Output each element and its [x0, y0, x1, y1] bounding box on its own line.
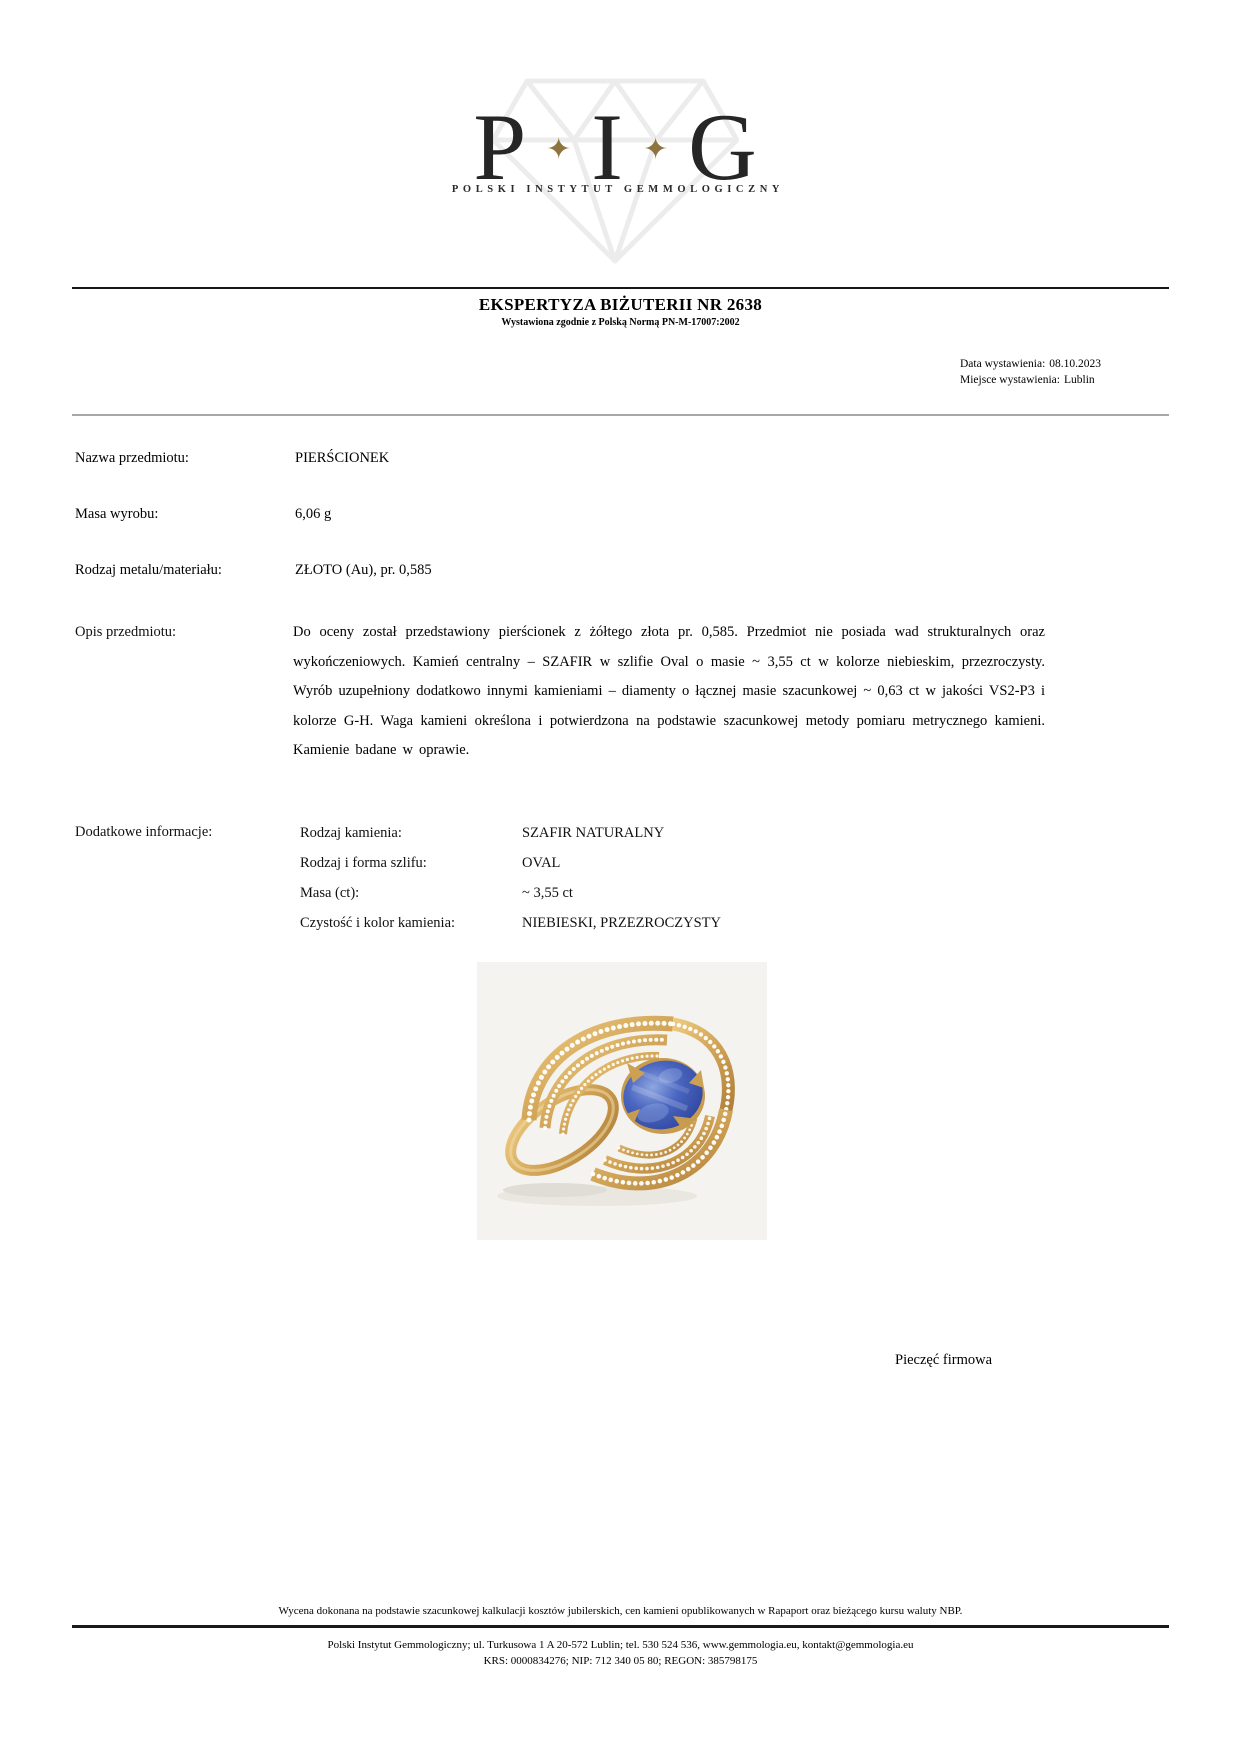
logo-letter: G [688, 94, 757, 200]
document-subtitle: Wystawiona zgodnie z Polską Normą PN-M-17007:2002 [501, 317, 740, 328]
additional-row-value: ~ 3,55 ct [522, 885, 573, 901]
additional-row-clarity-color [300, 912, 721, 942]
ring-photo [477, 962, 767, 1240]
issue-info [960, 356, 1101, 388]
issue-date-value: 08.10.2023 [1049, 358, 1102, 370]
star-icon: ✦ [546, 132, 572, 166]
additional-row-value: OVAL [522, 855, 561, 871]
footer-registry-line: KRS: 0000834276; NIP: 712 340 05 80; REGON: 385798175 [483, 1655, 758, 1667]
footer-contact [72, 1637, 1169, 1669]
additional-row-label: Rodzaj i forma szlifu: [300, 855, 427, 871]
additional-row-label: Masa (ct): [300, 885, 360, 901]
logo-letter: I [591, 94, 623, 200]
issue-place-label: Miejsce wystawienia: [960, 374, 1060, 386]
divider-second [72, 414, 1169, 416]
additional-row-value: NIEBIESKI, PRZEZROCZYSTY [522, 915, 721, 931]
issue-place [960, 372, 1101, 388]
divider-top [72, 287, 1169, 289]
ring-illustration [477, 962, 767, 1240]
additional-row-carat [300, 882, 721, 912]
footer-contact-line: Polski Instytut Gemmologiczny; ul. Turkusowa 1 A 20-572 Lublin; tel. 530 524 536, www.gemmologia.eu, kontakt@gemmologia.eu [327, 1639, 914, 1651]
star-icon: ✦ [642, 132, 669, 166]
additional-info-label: Dodatkowe informacje: [75, 824, 213, 840]
document-title: EKSPERTYZA BIŻUTERII NR 2638 [478, 295, 763, 314]
additional-row-stone-type [300, 822, 721, 852]
additional-row-cut [300, 852, 721, 882]
issue-date [960, 356, 1101, 372]
additional-row-label: Czystość i kolor kamienia: [300, 915, 456, 931]
logo-letter: P [473, 94, 527, 200]
additional-info-table [300, 822, 721, 942]
field-value: PIERŚCIONEK [295, 450, 390, 466]
field-value: 6,06 g [295, 506, 332, 522]
field-label: Masa wyrobu: [75, 506, 159, 522]
issue-place-value: Lublin [1063, 374, 1095, 386]
field-label: Nazwa przedmiotu: [75, 450, 189, 466]
stamp-label: Pieczęć firmowa [895, 1352, 993, 1368]
pig-logo [473, 94, 757, 200]
divider-footer [72, 1625, 1169, 1628]
description-text: Do oceny został przedstawiony pierścionek z żółtego złota pr. 0,585. Przedmiot nie posiada wad strukturalnych oraz wykończeniowych. Kamień centralny – SZAFIR w szlifie Oval o masie ~ 3,55 ct w kolorze niebieskim, przezroczysty. Wyrób uzupełniony dodatkowo innymi kamieniami – diamenty o łącznej masie szacunkowej ~ 0,63 ct w jakości VS2-P3 i kolorze G-H. Waga kamieni określona i potwierdzona na podstawie szacunkowej metody pomiaru metrycznego kamieni. Kamienie badane w oprawie. [293, 624, 1045, 758]
additional-row-value: SZAFIR NATURALNY [522, 825, 665, 841]
valuation-note: Wycena dokonana na podstawie szacunkowej kalkulacji kosztów jubilerskich, cen kamieni opublikowanych w Rapaport oraz bieżącego kursu waluty NBP. [278, 1605, 963, 1617]
logo-tagline: POLSKI INSTYTUT GEMMOLOGICZNY [451, 184, 785, 195]
additional-row-label: Rodzaj kamienia: [300, 825, 402, 841]
description-label: Opis przedmiotu: [75, 624, 177, 640]
issue-date-label: Data wystawienia: [960, 358, 1046, 370]
field-value: ZŁOTO (Au), pr. 0,585 [295, 562, 432, 578]
field-label: Rodzaj metalu/materiału: [75, 562, 222, 578]
